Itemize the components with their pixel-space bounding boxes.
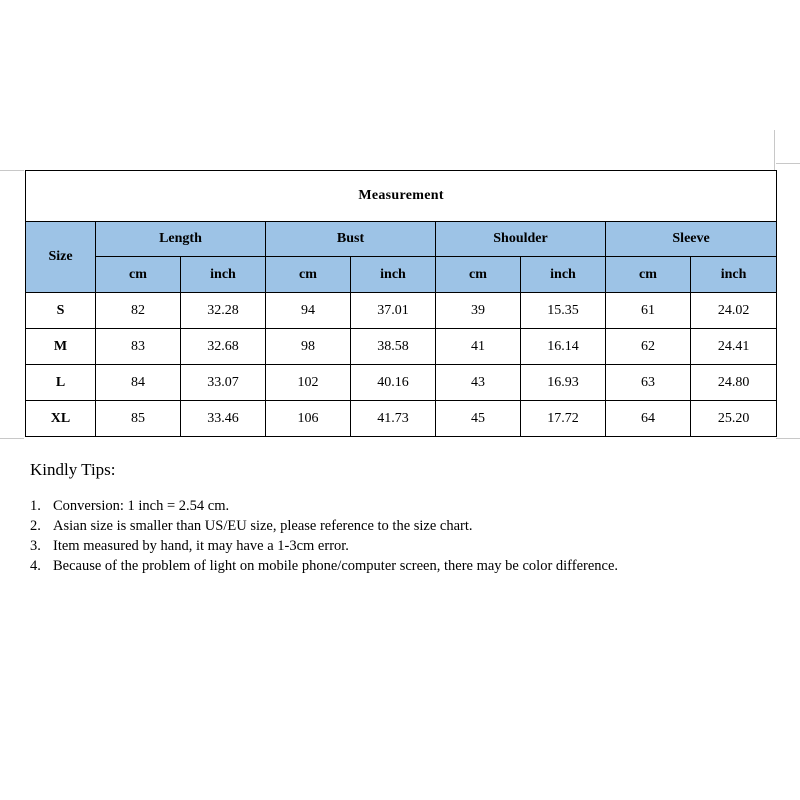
table-cell: 83 bbox=[96, 329, 181, 365]
table-cell: 17.72 bbox=[521, 401, 606, 437]
size-label: XL bbox=[26, 401, 96, 437]
table-cell: 33.46 bbox=[181, 401, 266, 437]
table-cell: 37.01 bbox=[351, 293, 436, 329]
guide-line bbox=[0, 438, 24, 439]
tip-number: 1. bbox=[30, 498, 41, 514]
table-cell: 106 bbox=[266, 401, 351, 437]
tip-number: 4. bbox=[30, 558, 41, 574]
table-row bbox=[26, 293, 777, 329]
guide-line bbox=[776, 163, 800, 164]
unit-header: inch bbox=[181, 257, 266, 293]
table-cell: 85 bbox=[96, 401, 181, 437]
size-label: L bbox=[26, 365, 96, 401]
size-column-header: Size bbox=[26, 222, 96, 293]
table-cell: 16.93 bbox=[521, 365, 606, 401]
table-cell: 39 bbox=[436, 293, 521, 329]
unit-header: cm bbox=[266, 257, 351, 293]
tip-text: Asian size is smaller than US/EU size, please reference to the size chart. bbox=[53, 518, 473, 534]
table-cell: 63 bbox=[606, 365, 691, 401]
tip-item bbox=[30, 536, 630, 556]
table-cell: 32.28 bbox=[181, 293, 266, 329]
tip-text: Conversion: 1 inch = 2.54 cm. bbox=[53, 498, 230, 514]
table-title: Measurement bbox=[26, 171, 777, 222]
table-cell: 82 bbox=[96, 293, 181, 329]
table-cell: 45 bbox=[436, 401, 521, 437]
table-cell: 24.02 bbox=[691, 293, 777, 329]
tip-number: 3. bbox=[30, 538, 41, 554]
table-cell: 64 bbox=[606, 401, 691, 437]
table-cell: 102 bbox=[266, 365, 351, 401]
table-cell: 24.80 bbox=[691, 365, 777, 401]
bust-group-header: Bust bbox=[266, 222, 436, 257]
table-row bbox=[26, 329, 777, 365]
table-cell: 94 bbox=[266, 293, 351, 329]
length-group-header: Length bbox=[96, 222, 266, 257]
table-cell: 15.35 bbox=[521, 293, 606, 329]
table-cell: 41.73 bbox=[351, 401, 436, 437]
unit-header: cm bbox=[96, 257, 181, 293]
table-cell: 25.20 bbox=[691, 401, 777, 437]
size-label: S bbox=[26, 293, 96, 329]
table-cell: 61 bbox=[606, 293, 691, 329]
table-cell: 43 bbox=[436, 365, 521, 401]
table-cell: 24.41 bbox=[691, 329, 777, 365]
table-cell: 41 bbox=[436, 329, 521, 365]
guide-line bbox=[776, 438, 800, 439]
table-cell: 33.07 bbox=[181, 365, 266, 401]
table-cell: 38.58 bbox=[351, 329, 436, 365]
unit-header: inch bbox=[521, 257, 606, 293]
measurement-table bbox=[25, 170, 777, 437]
guide-line bbox=[0, 170, 24, 171]
table-cell: 62 bbox=[606, 329, 691, 365]
unit-header: inch bbox=[351, 257, 436, 293]
tips-list bbox=[30, 496, 630, 576]
size-label: M bbox=[26, 329, 96, 365]
unit-header: cm bbox=[606, 257, 691, 293]
tip-number: 2. bbox=[30, 518, 41, 534]
table-cell: 40.16 bbox=[351, 365, 436, 401]
tip-item bbox=[30, 516, 630, 536]
unit-header: inch bbox=[691, 257, 777, 293]
kindly-tips bbox=[30, 459, 630, 576]
shoulder-group-header: Shoulder bbox=[436, 222, 606, 257]
tip-text: Because of the problem of light on mobile phone/computer screen, there may be color difference. bbox=[53, 558, 619, 574]
tip-text: Item measured by hand, it may have a 1-3cm error. bbox=[53, 538, 349, 554]
guide-line bbox=[774, 130, 775, 170]
sleeve-group-header: Sleeve bbox=[606, 222, 777, 257]
table-cell: 98 bbox=[266, 329, 351, 365]
tips-title: Kindly Tips: bbox=[30, 460, 116, 479]
table-cell: 32.68 bbox=[181, 329, 266, 365]
table-cell: 16.14 bbox=[521, 329, 606, 365]
tip-item bbox=[30, 496, 630, 516]
table-cell: 84 bbox=[96, 365, 181, 401]
table-row bbox=[26, 401, 777, 437]
tip-item bbox=[30, 556, 630, 576]
unit-header: cm bbox=[436, 257, 521, 293]
table-row bbox=[26, 365, 777, 401]
